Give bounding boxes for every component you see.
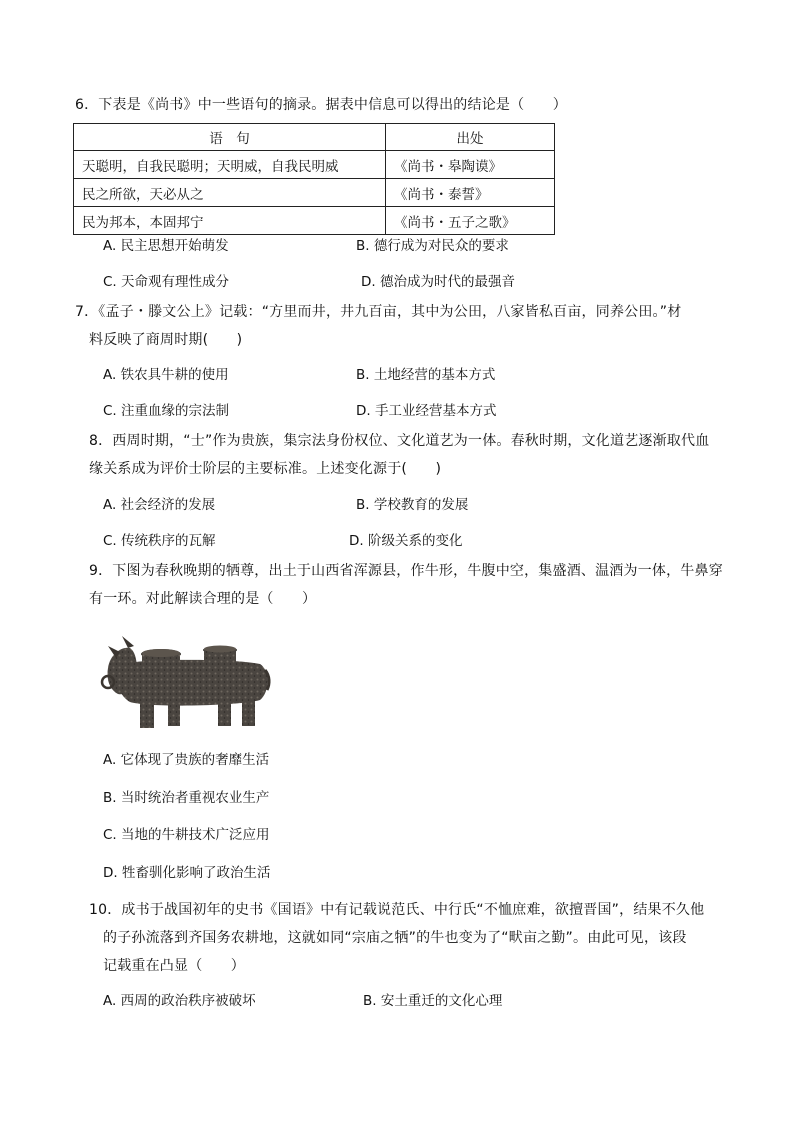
q8-stem-line1: 8．西周时期，“士”作为贵族，集宗法身份权位、文化道艺为一体。春秋时期，文化道艺逐渐取代血 — [89, 433, 710, 449]
q8-option-c[interactable]: C. 传统秩序的瓦解 — [103, 533, 216, 549]
bronze-ox-vessel-icon — [100, 624, 272, 736]
q6-option-b[interactable]: B. 德行成为对民众的要求 — [356, 238, 509, 254]
q7-option-d[interactable]: D. 手工业经营基本方式 — [356, 403, 497, 419]
table-cell-source: 《尚书・五子之歌》 — [385, 207, 554, 235]
table-row — [74, 207, 555, 235]
q10-option-b[interactable]: B. 安土重迁的文化心理 — [363, 993, 503, 1009]
q9-option-b[interactable]: B. 当时统治者重视农业生产 — [103, 790, 270, 806]
table-row — [74, 179, 555, 207]
q9-option-a[interactable]: A. 它体现了贵族的奢靡生活 — [103, 752, 270, 768]
q7-option-c[interactable]: C. 注重血缘的宗法制 — [103, 403, 230, 419]
q7-stem-line1: 7．《孟子・滕文公上》记载：“方里而井，井九百亩，其中为公田，八家皆私百亩，同养公田。”材 — [75, 304, 682, 320]
table-cell-sentence: 民为邦本，本固邦宁 — [74, 207, 386, 235]
q10-stem-line1: 10．成书于战国初年的史书《国语》中有记载说范氏、中行氏“不恤庶难，欲擅晋国”，结果不久他 — [89, 902, 705, 918]
q7-option-a[interactable]: A. 铁农具牛耕的使用 — [103, 367, 229, 383]
table-cell-source: 《尚书・泰誓》 — [385, 179, 554, 207]
q8-stem-line2: 缘关系成为评价士阶层的主要标准。上述变化源于( ) — [89, 461, 442, 477]
q10-stem-line3: 记载重在凸显（ ） — [103, 958, 245, 974]
q10-stem-line2: 的子孙流落到齐国务农耕地，这就如同“宗庙之牺”的牛也变为了“畎亩之勤”。由此可见，该段 — [103, 930, 687, 946]
table-cell-source: 《尚书・皋陶谟》 — [385, 151, 554, 179]
table-cell-sentence: 天聪明，自我民聪明；天明威，自我民明威 — [74, 151, 386, 179]
q8-option-a[interactable]: A. 社会经济的发展 — [103, 497, 216, 513]
q9-stem-line1: 9．下图为春秋晚期的牺尊，出土于山西省浑源县，作牛形，牛腹中空，集盛酒、温酒为一体，牛鼻穿 — [89, 563, 723, 579]
table-header-source: 出处 — [385, 124, 554, 151]
q9-option-c[interactable]: C. 当地的牛耕技术广泛应用 — [103, 827, 270, 843]
q6-stem: 6．下表是《尚书》中一些语句的摘录。据表中信息可以得出的结论是（ ） — [75, 97, 567, 113]
q10-option-a[interactable]: A. 西周的政治秩序被破坏 — [103, 993, 256, 1009]
table-cell-sentence: 民之所欲，天必从之 — [74, 179, 386, 207]
q8-option-d[interactable]: D. 阶级关系的变化 — [349, 533, 463, 549]
table-header-sentence: 语 句 — [74, 124, 386, 151]
table-header-row — [74, 124, 555, 151]
q6-option-c[interactable]: C. 天命观有理性成分 — [103, 274, 230, 290]
q6-option-a[interactable]: A. 民主思想开始萌发 — [103, 238, 229, 254]
q7-option-b[interactable]: B. 土地经营的基本方式 — [356, 367, 496, 383]
q6-source-table — [73, 123, 555, 235]
q7-stem-line2: 料反映了商周时期( ) — [89, 332, 243, 348]
q6-option-d[interactable]: D. 德治成为时代的最强音 — [361, 274, 515, 290]
q8-option-b[interactable]: B. 学校教育的发展 — [356, 497, 469, 513]
table-row — [74, 151, 555, 179]
q9-option-d[interactable]: D. 牲畜驯化影响了政治生活 — [103, 865, 271, 881]
q9-stem-line2: 有一环。对此解读合理的是（ ） — [89, 591, 317, 607]
